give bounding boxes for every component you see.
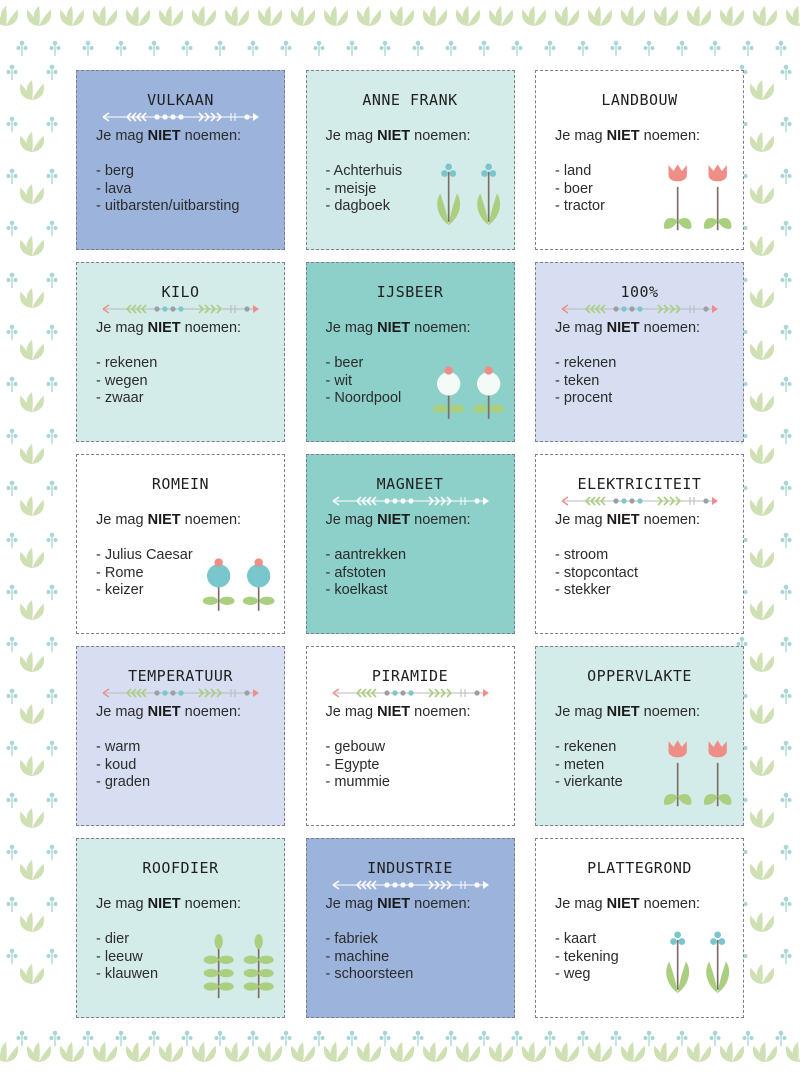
forbidden-word: - rekenen bbox=[555, 355, 617, 371]
forbidden-word: - beer bbox=[325, 355, 364, 371]
taboo-card-landbouw bbox=[535, 70, 744, 250]
instruction-prefix: Je mag bbox=[555, 128, 607, 144]
instruction-prefix: Je mag bbox=[325, 512, 378, 528]
card-title: ROMEIN bbox=[151, 475, 210, 493]
instruction-emphasis: NIET bbox=[377, 128, 411, 144]
forbidden-word: - lava bbox=[96, 180, 132, 197]
ornamental-arrow-divider bbox=[101, 302, 261, 316]
instruction-emphasis: NIET bbox=[377, 512, 411, 528]
forbidden-word: - aantrekken bbox=[325, 547, 407, 563]
instruction-prefix: Je mag bbox=[96, 512, 148, 528]
instruction-prefix: Je mag bbox=[325, 320, 378, 336]
instruction-emphasis: NIET bbox=[147, 320, 181, 336]
blue-bud-icon-1 bbox=[666, 932, 689, 994]
card-title: ANNE FRANK bbox=[362, 91, 458, 109]
forbidden-word: - boer bbox=[555, 180, 593, 197]
forbidden-word: - koud bbox=[96, 756, 137, 773]
forbidden-word: - dagboek bbox=[325, 198, 390, 214]
leaf-sprig-icon bbox=[187, 924, 285, 1014]
blue-bud-icon bbox=[417, 156, 515, 246]
forbidden-word: - keizer bbox=[96, 582, 144, 598]
taboo-card-ijsbeer bbox=[306, 262, 515, 442]
taboo-card-industrie bbox=[306, 838, 515, 1018]
card-instruction bbox=[96, 320, 241, 336]
forbidden-word: - vierkante bbox=[555, 774, 623, 790]
taboo-card-100 bbox=[535, 262, 744, 442]
forbidden-word-list bbox=[326, 547, 407, 600]
forbidden-word: - koelkast bbox=[325, 582, 388, 598]
forbidden-word-list bbox=[96, 739, 150, 792]
forbidden-word: - graden bbox=[96, 774, 151, 790]
instruction-suffix: noemen: bbox=[639, 896, 701, 912]
tulip-icon bbox=[646, 732, 744, 822]
forbidden-word: - Rome bbox=[96, 564, 144, 581]
ornamental-arrow-divider bbox=[331, 494, 491, 508]
forbidden-word-list bbox=[555, 547, 638, 600]
ornamental-arrow-divider bbox=[560, 494, 720, 508]
taboo-card-plattegrond bbox=[535, 838, 744, 1018]
instruction-prefix: Je mag bbox=[555, 320, 607, 336]
white-flower-icon-1 bbox=[432, 366, 464, 419]
forbidden-word: - uitbarsten/uitbarsting bbox=[96, 198, 240, 214]
forbidden-word: - Julius Caesar bbox=[96, 547, 193, 563]
instruction-prefix: Je mag bbox=[555, 704, 607, 720]
card-title: LANDBOUW bbox=[601, 91, 678, 109]
ornamental-arrow-divider bbox=[101, 110, 261, 124]
forbidden-word: - weg bbox=[555, 966, 591, 982]
instruction-prefix: Je mag bbox=[555, 896, 607, 912]
forbidden-word-list bbox=[555, 931, 619, 984]
leaf-sprig-icon-2 bbox=[244, 934, 274, 998]
instruction-emphasis: NIET bbox=[606, 704, 640, 720]
forbidden-word: - meten bbox=[555, 756, 605, 773]
card-instruction bbox=[555, 704, 700, 720]
instruction-suffix: noemen: bbox=[410, 512, 471, 528]
tulip-icon-2 bbox=[704, 164, 731, 230]
taboo-card-roofdier bbox=[76, 838, 285, 1018]
forbidden-word-list bbox=[326, 931, 414, 984]
tulip-icon-2 bbox=[704, 740, 731, 806]
taboo-card-elektriciteit bbox=[535, 454, 744, 634]
card-instruction bbox=[326, 128, 471, 144]
tulip-icon bbox=[646, 156, 744, 246]
instruction-suffix: noemen: bbox=[180, 320, 242, 336]
card-instruction bbox=[326, 704, 471, 720]
round-flower-icon-1 bbox=[203, 558, 235, 611]
instruction-prefix: Je mag bbox=[96, 896, 148, 912]
taboo-card-grid bbox=[76, 70, 744, 1018]
instruction-suffix: noemen: bbox=[639, 320, 701, 336]
forbidden-word: - wit bbox=[325, 372, 353, 389]
forbidden-word-list bbox=[96, 931, 158, 984]
forbidden-word: - tekening bbox=[555, 948, 619, 965]
card-instruction bbox=[555, 512, 700, 528]
card-title: ROOFDIER bbox=[142, 859, 219, 877]
instruction-suffix: noemen: bbox=[410, 896, 471, 912]
instruction-prefix: Je mag bbox=[96, 320, 148, 336]
card-title: IJSBEER bbox=[376, 283, 444, 301]
card-title: ELEKTRICITEIT bbox=[577, 475, 702, 493]
instruction-suffix: noemen: bbox=[410, 320, 471, 336]
instruction-suffix: noemen: bbox=[410, 128, 471, 144]
forbidden-word: - tractor bbox=[555, 198, 605, 214]
ornamental-arrow-divider bbox=[331, 878, 491, 892]
forbidden-word: - rekenen bbox=[96, 355, 158, 371]
forbidden-word: - kaart bbox=[555, 931, 597, 947]
taboo-card-romein bbox=[76, 454, 285, 634]
card-title: PIRAMIDE bbox=[371, 667, 449, 685]
blue-bud-icon-1 bbox=[437, 164, 460, 226]
forbidden-word-list bbox=[555, 163, 605, 216]
instruction-suffix: noemen: bbox=[180, 704, 242, 720]
ornamental-arrow-divider bbox=[331, 686, 491, 700]
tulip-icon-1 bbox=[664, 164, 691, 230]
card-instruction bbox=[96, 128, 241, 144]
taboo-card-kilo bbox=[76, 262, 285, 442]
card-title: MAGNEET bbox=[376, 475, 444, 493]
card-instruction bbox=[96, 896, 241, 912]
card-instruction bbox=[326, 320, 471, 336]
instruction-emphasis: NIET bbox=[606, 128, 640, 144]
card-instruction bbox=[326, 896, 471, 912]
card-instruction bbox=[555, 320, 700, 336]
instruction-suffix: noemen: bbox=[639, 128, 701, 144]
leaf-sprig-icon-1 bbox=[204, 934, 234, 998]
forbidden-word: - wegen bbox=[96, 372, 148, 389]
card-instruction bbox=[555, 896, 700, 912]
card-title: OPPERVLAKTE bbox=[587, 667, 692, 685]
instruction-suffix: noemen: bbox=[180, 512, 242, 528]
card-title: PLATTEGROND bbox=[587, 859, 692, 877]
forbidden-word: - teken bbox=[555, 372, 600, 389]
instruction-emphasis: NIET bbox=[606, 896, 640, 912]
forbidden-word-list bbox=[555, 355, 616, 408]
white-flower-icon bbox=[417, 348, 515, 438]
forbidden-word: - warm bbox=[96, 739, 141, 755]
forbidden-word: - schoorsteen bbox=[325, 966, 414, 982]
card-title: VULKAAN bbox=[147, 91, 214, 109]
forbidden-word-list bbox=[96, 163, 239, 216]
forbidden-word-list bbox=[96, 547, 193, 600]
forbidden-word: - afstoten bbox=[325, 564, 386, 581]
forbidden-word-list bbox=[555, 739, 623, 792]
forbidden-word: - rekenen bbox=[555, 739, 617, 755]
instruction-prefix: Je mag bbox=[325, 896, 378, 912]
forbidden-word: - zwaar bbox=[96, 390, 144, 406]
blue-bud-icon bbox=[646, 924, 744, 1014]
forbidden-word: - Achterhuis bbox=[325, 163, 403, 179]
forbidden-word: - meisje bbox=[325, 180, 377, 197]
white-flower-icon-2 bbox=[472, 366, 504, 419]
forbidden-word: - machine bbox=[325, 948, 390, 965]
instruction-suffix: noemen: bbox=[410, 704, 471, 720]
instruction-prefix: Je mag bbox=[555, 512, 607, 528]
card-instruction bbox=[96, 704, 241, 720]
forbidden-word-list bbox=[96, 355, 157, 408]
forbidden-word: - Noordpool bbox=[325, 390, 402, 406]
instruction-suffix: noemen: bbox=[180, 896, 242, 912]
forbidden-word: - fabriek bbox=[325, 931, 378, 947]
blue-bud-icon-2 bbox=[706, 932, 729, 994]
instruction-suffix: noemen: bbox=[180, 128, 242, 144]
forbidden-word-list bbox=[326, 163, 403, 216]
instruction-emphasis: NIET bbox=[606, 512, 640, 528]
forbidden-word: - stekker bbox=[555, 582, 611, 598]
instruction-emphasis: NIET bbox=[377, 704, 411, 720]
forbidden-word-list bbox=[326, 355, 402, 408]
instruction-emphasis: NIET bbox=[147, 896, 181, 912]
forbidden-word: - land bbox=[555, 163, 592, 179]
taboo-card-piramide bbox=[306, 646, 515, 826]
forbidden-word: - Egypte bbox=[325, 756, 380, 773]
round-flower-icon bbox=[187, 540, 285, 630]
instruction-suffix: noemen: bbox=[639, 704, 701, 720]
taboo-card-anne-frank bbox=[306, 70, 515, 250]
instruction-emphasis: NIET bbox=[147, 704, 181, 720]
card-instruction bbox=[96, 512, 241, 528]
instruction-prefix: Je mag bbox=[325, 128, 378, 144]
taboo-card-temperatuur bbox=[76, 646, 285, 826]
forbidden-word: - mummie bbox=[325, 774, 390, 790]
forbidden-word-list bbox=[326, 739, 390, 792]
taboo-card-magneet bbox=[306, 454, 515, 634]
card-title: 100% bbox=[620, 283, 659, 301]
ornamental-arrow-divider bbox=[101, 686, 261, 700]
ornamental-arrow-divider bbox=[560, 302, 720, 316]
instruction-suffix: noemen: bbox=[639, 512, 701, 528]
blue-bud-icon-2 bbox=[477, 164, 500, 226]
forbidden-word: - gebouw bbox=[325, 739, 386, 755]
forbidden-word: - stroom bbox=[555, 547, 609, 563]
forbidden-word: - stopcontact bbox=[555, 564, 639, 581]
instruction-emphasis: NIET bbox=[147, 128, 181, 144]
taboo-card-vulkaan bbox=[76, 70, 285, 250]
forbidden-word: - klauwen bbox=[96, 966, 159, 982]
card-title: INDUSTRIE bbox=[367, 859, 453, 877]
round-flower-icon-2 bbox=[243, 558, 275, 611]
instruction-prefix: Je mag bbox=[96, 704, 148, 720]
instruction-emphasis: NIET bbox=[147, 512, 181, 528]
card-title: KILO bbox=[161, 283, 200, 301]
instruction-emphasis: NIET bbox=[377, 896, 411, 912]
forbidden-word: - berg bbox=[96, 163, 134, 179]
instruction-prefix: Je mag bbox=[96, 128, 148, 144]
forbidden-word: - leeuw bbox=[96, 948, 143, 965]
card-instruction bbox=[555, 128, 700, 144]
instruction-emphasis: NIET bbox=[606, 320, 640, 336]
card-title: TEMPERATUUR bbox=[128, 667, 233, 685]
instruction-prefix: Je mag bbox=[325, 704, 378, 720]
tulip-icon-1 bbox=[664, 740, 691, 806]
taboo-card-oppervlakte bbox=[535, 646, 744, 826]
forbidden-word: - dier bbox=[96, 931, 130, 947]
instruction-emphasis: NIET bbox=[377, 320, 411, 336]
card-instruction bbox=[326, 512, 471, 528]
forbidden-word: - procent bbox=[555, 390, 613, 406]
